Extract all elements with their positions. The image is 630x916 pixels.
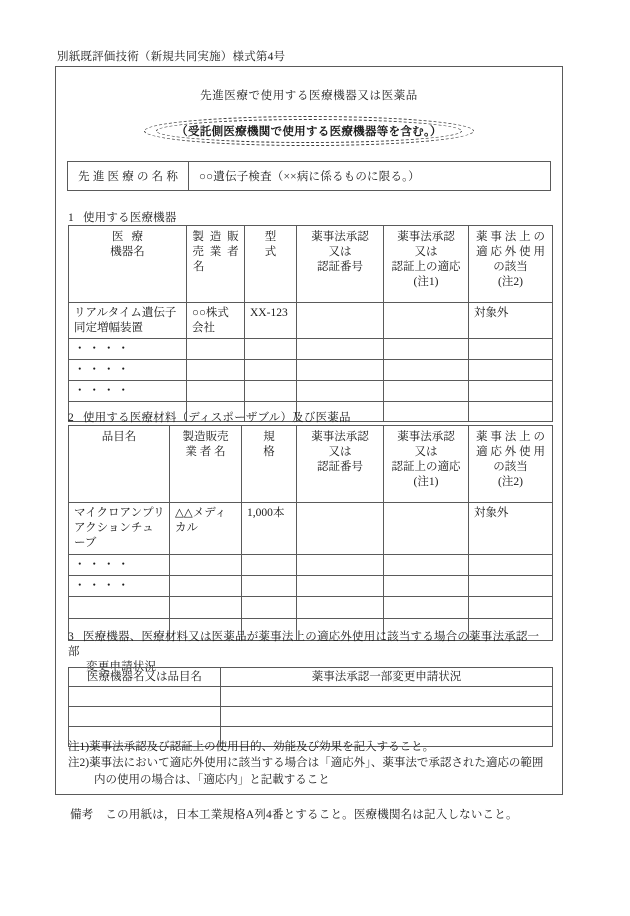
section2-heading [68, 409, 351, 425]
cell-approval-no [297, 503, 384, 555]
table-row [69, 380, 553, 401]
cell-off-label [469, 575, 553, 596]
cell-spec [242, 575, 297, 596]
cell-item: ・・・・ [69, 575, 170, 596]
table-row [69, 596, 553, 618]
cell-off-label: 対象外 [469, 303, 553, 339]
cell-approval-no [297, 359, 384, 380]
remark-label: 備考 [70, 809, 94, 821]
remark-line [70, 806, 518, 822]
cell-maker [187, 339, 245, 360]
cell-status [221, 707, 553, 727]
cell-indication [384, 359, 469, 380]
cell-maker [187, 380, 245, 401]
cell-approval-no [297, 339, 384, 360]
section1-table [68, 225, 553, 422]
cell-indication [384, 596, 469, 618]
table-row [69, 303, 553, 339]
cell-model [245, 359, 297, 380]
section2-col-approval-no: 薬事法承認 又は 認証番号 [297, 426, 384, 503]
cell-name [69, 687, 221, 707]
section2-col-off-label: 薬 事 法 上 の 適 応 外 使 用 の該当 (注2) [469, 426, 553, 503]
cell-indication [384, 503, 469, 555]
cell-off-label [469, 401, 553, 421]
cell-off-label [469, 596, 553, 618]
cell-maker [187, 359, 245, 380]
section2-heading-text: 使用する医療材料（ディスポーザブル）及び医薬品 [82, 412, 351, 424]
section1-col-off-label: 薬 事 法 上 の 適 応 外 使 用 の該当 (注2) [469, 226, 553, 303]
table-row [69, 359, 553, 380]
cell-spec: 1,000本 [242, 503, 297, 555]
section3-number: 3 [68, 631, 74, 643]
section2-col-item: 品目名 [69, 426, 170, 503]
cell-maker [170, 575, 242, 596]
section3-table [68, 667, 553, 747]
advanced-medicine-name-value: ○○遺伝子検査（××病に係るものに限る。） [199, 171, 420, 183]
cell-indication [384, 555, 469, 576]
cell-status [221, 687, 553, 707]
cell-approval-no [297, 380, 384, 401]
cell-indication [384, 339, 469, 360]
section1-number: 1 [68, 212, 74, 224]
table-row [69, 687, 553, 707]
cell-approval-no [297, 303, 384, 339]
section2-table [68, 425, 553, 641]
cell-off-label [469, 339, 553, 360]
section1-col-model: 型 式 [245, 226, 297, 303]
section2-col-spec: 規 格 [242, 426, 297, 503]
cell-approval-no [297, 555, 384, 576]
cell-indication [384, 575, 469, 596]
table-row [69, 575, 553, 596]
note-2-line-1: 注2)薬事法において適応外使用に該当する場合は「適応外」、薬事法で承認された適応の範囲 [68, 757, 544, 770]
note-1: 注1)薬事法承認及び認証上の使用目的、効能及び効果を記入すること。 [68, 741, 435, 753]
table-row [69, 339, 553, 360]
notes-block [68, 739, 548, 788]
cell-model: XX-123 [245, 303, 297, 339]
cell-spec [242, 596, 297, 618]
cell-device: リアルタイム遺伝子同定増幅装置 [69, 303, 187, 339]
section1-header-row [69, 226, 553, 303]
cell-approval-no [297, 596, 384, 618]
cell-device: ・・・・ [69, 359, 187, 380]
cell-indication [384, 303, 469, 339]
form-code-label: 別紙既評価技術（新規共同実施）様式第4号 [57, 51, 286, 63]
document-title: 先進医療で使用する医療機器又は医薬品 [200, 90, 418, 102]
section3-heading-line2: 変更申請状況 [86, 661, 157, 674]
section3-col-status: 薬事法承認一部変更申請状況 [221, 668, 553, 687]
cell-approval-no [297, 575, 384, 596]
cell-indication [384, 380, 469, 401]
note-2-line-2: 内の使用の場合は、「適応内」と記載すること [94, 773, 330, 786]
cell-item: ・・・・ [69, 555, 170, 576]
cell-indication [384, 401, 469, 421]
table-row [69, 503, 553, 555]
section2-col-maker: 製造販売 業 者 名 [170, 426, 242, 503]
cell-name [69, 707, 221, 727]
section1-col-maker: 製 造 販 売 業 者 名 [187, 226, 245, 303]
annotation-text: （受託側医療機関で使用する医療機器等を含む。） [176, 126, 442, 138]
section2-col-indication: 薬事法承認 又は 認証上の適応 (注1) [384, 426, 469, 503]
annotation-ellipse [144, 116, 474, 146]
section3-header-row [69, 668, 553, 687]
section3-heading-line1: 医療機器、医療材料又は医薬品が薬事法上の適応外使用に該当する場合の薬事法承認一部 [68, 631, 540, 659]
cell-maker [170, 596, 242, 618]
section3-col-name: 医療機器名又は品目名 [69, 668, 221, 687]
cell-off-label [469, 380, 553, 401]
advanced-medicine-name-row [67, 161, 551, 191]
cell-model [245, 339, 297, 360]
section1-col-approval-no: 薬事法承認 又は 認証番号 [297, 226, 384, 303]
cell-maker [170, 555, 242, 576]
section1-col-device: 医 療 機器名 [69, 226, 187, 303]
cell-device: ・・・・ [69, 380, 187, 401]
section1-col-indication: 薬事法承認 又は 認証上の適応 (注1) [384, 226, 469, 303]
table-row [69, 555, 553, 576]
section2-number: 2 [68, 412, 74, 424]
remark-text: この用紙は，日本工業規格A列4番とすること。医療機関名は記入しないこと。 [105, 809, 518, 821]
cell-maker: △△メディカル [170, 503, 242, 555]
advanced-medicine-name-label: 先進医療の名称 [68, 162, 189, 190]
form-outer-frame [55, 66, 563, 795]
cell-maker: ○○株式会社 [187, 303, 245, 339]
cell-item: マイクロアンプリアクションチューブ [69, 503, 170, 555]
table-row [69, 707, 553, 727]
cell-model [245, 380, 297, 401]
cell-item [69, 596, 170, 618]
cell-spec [242, 555, 297, 576]
cell-off-label: 対象外 [469, 503, 553, 555]
section2-header-row [69, 426, 553, 503]
section1-heading-text: 使用する医療機器 [82, 212, 177, 224]
cell-off-label [469, 359, 553, 380]
cell-device: ・・・・ [69, 339, 187, 360]
cell-off-label [469, 555, 553, 576]
section1-heading [68, 209, 177, 225]
